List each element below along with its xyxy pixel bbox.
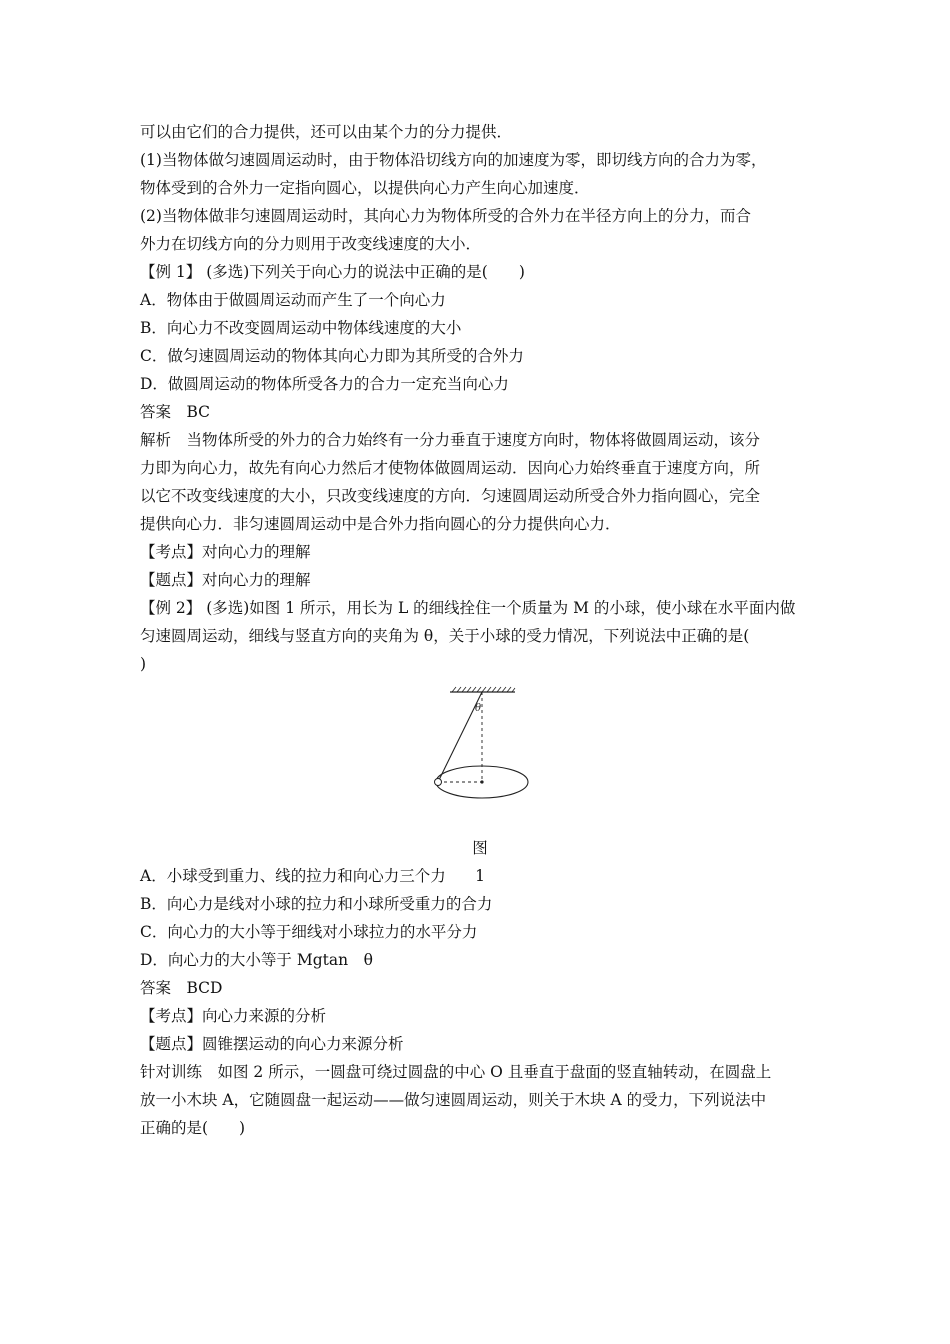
example-1-kaodian: 【考点】对向心力的理解	[140, 543, 311, 561]
conical-pendulum-diagram	[430, 682, 540, 832]
example-2-stem-line: )	[140, 655, 147, 673]
example-1-option-a: A．物体由于做圆周运动而产生了一个向心力	[140, 291, 446, 309]
ball	[435, 779, 442, 786]
practice-line: 正确的是( )	[140, 1119, 246, 1137]
intro-line: (2)当物体做非匀速圆周运动时，其向心力为物体所受的合外力在半径方向上的分力，而合	[140, 207, 751, 225]
example-1-answer: 答案 BC	[140, 403, 211, 421]
practice-line: 放一小木块 A，它随圆盘一起运动——做匀速圆周运动，则关于木块 A 的受力，下列说法中	[140, 1091, 767, 1109]
example-2-option-a: A．小球受到重力、线的拉力和向心力三个力	[140, 867, 446, 885]
example-2-option-b: B．向心力是线对小球的拉力和小球所受重力的合力	[140, 895, 493, 913]
example-1-tidian: 【题点】对向心力的理解	[140, 571, 311, 589]
example-2-tidian: 【题点】圆锥摆运动的向心力来源分析	[140, 1035, 404, 1053]
example-1-analysis-line: 以它不改变线速度的大小，只改变线速度的方向．匀速圆周运动所受合外力指向圆心，完全	[140, 487, 761, 505]
example-1-analysis-line: 解析 当物体所受的外力的合力始终有一分力垂直于速度方向时，物体将做圆周运动，该分	[140, 431, 761, 449]
intro-line: 可以由它们的合力提供，还可以由某个力的分力提供．	[140, 123, 513, 141]
center-dot	[480, 780, 483, 783]
example-1-option-c: C．做匀速圆周运动的物体其向心力即为其所受的合外力	[140, 347, 524, 365]
example-2-stem-line: 【例 2】 (多选)如图 1 所示，用长为 L 的细线拴住一个质量为 M 的小球，使小球在水平面内做	[140, 599, 796, 617]
intro-line: 外力在切线方向的分力则用于改变线速度的大小．	[140, 235, 482, 253]
intro-line: (1)当物体做匀速圆周运动时，由于物体沿切线方向的加速度为零，即切线方向的合力为零，	[140, 151, 767, 169]
example-1-analysis-line: 力即为向心力，故先有向心力然后才使物体做圆周运动．因向心力始终垂直于速度方向，所	[140, 459, 761, 477]
example-2-option-c: C．向心力的大小等于细线对小球拉力的水平分力	[140, 923, 478, 941]
intro-line: 物体受到的合外力一定指向圆心，以提供向心力产生向心加速度．	[140, 179, 590, 197]
theta-label: θ	[475, 703, 482, 714]
example-2-answer: 答案 BCD	[140, 979, 223, 997]
example-2-stem-line: 匀速圆周运动，细线与竖直方向的夹角为 θ，关于小球的受力情况，下列说法中正确的是(	[140, 627, 750, 645]
ceiling-hatch	[452, 687, 515, 692]
practice-line: 针对训练 如图 2 所示，一圆盘可绕过圆盘的中心 O 且垂直于盘面的竖直轴转动，在圆盘上	[140, 1063, 772, 1081]
example-1-stem: 【例 1】 (多选)下列关于向心力的说法中正确的是( )	[140, 263, 525, 281]
example-1-option-d: D．做圆周运动的物体所受各力的合力一定充当向心力	[140, 375, 509, 393]
example-1-analysis-line: 提供向心力．非匀速圆周运动中是合外力指向圆心的分力提供向心力．	[140, 515, 621, 533]
document-page	[140, 118, 810, 1142]
example-2-kaodian: 【考点】向心力来源的分析	[140, 1007, 327, 1025]
example-1-option-b: B．向心力不改变圆周运动中物体线速度的大小	[140, 319, 462, 337]
example-2-option-d: D．向心力的大小等于 Mgtan θ	[140, 951, 373, 969]
figure-1-caption: 图 1	[472, 839, 488, 885]
